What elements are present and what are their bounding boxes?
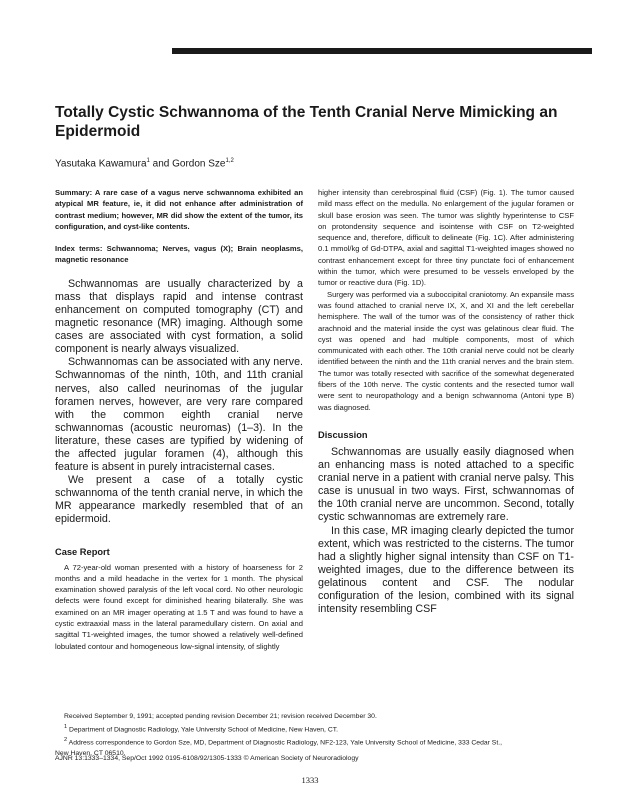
footnote-mark: 2: [64, 737, 68, 744]
summary-abstract: Summary: A rare case of a vagus nerve schwannoma exhibited an atypical MR feature, ie, it did not enhance after administration of contrast medium; however, MR did show the extent of the tumor, its configuration, and cyst-like contents.: [55, 188, 303, 231]
author-line: [55, 158, 234, 169]
left-column: [55, 187, 303, 652]
received-dates: Received September 9, 1991; accepted pending revision December 21; revision received December 30.: [64, 713, 377, 720]
discussion-paragraph: Schwannomas are usually easily diagnosed when an enhancing mass is noted attached to a specific cranial nerve in a patient with cranial nerve palsy. This case is unusual in two ways. First, schwannomas of the 10th cranial nerve are uncommon. Second, totally cystic schwannomas are extremely rare.: [318, 445, 574, 524]
case-report-paragraph: A 72-year-old woman presented with a history of hoarseness for 2 months and a mild headache in the vertex for 1 month. The physical examination showed paralysis of the left vocal cord. No other neurologic defects were found except for diminished hearing bilaterally. She was examined on an MR imager operating at 1.5 T and was found to have a cystic extraaxial mass in the lateral paramedullary cistern. On axial and sagittal T1-weighted images, the tumor showed a relatively well-defined lobulated contour and homogeneous low-signal intensity, of slightly: [55, 562, 303, 651]
author-conjunction: and: [152, 158, 170, 170]
intro-paragraph: We present a case of a totally cystic schwannoma of the tenth cranial nerve, in which the MR appearance markedly resembled that of an epidermoid.: [55, 474, 303, 526]
article-title: Totally Cystic Schwannoma of the Tenth Cranial Nerve Mimicking an Epidermoid: [55, 104, 558, 140]
intro-paragraph: Schwannomas are usually characterized by a mass that displays rapid and intense contrast enhancement on computed tomography (CT) and magnetic resonance (MR) imaging. Although some cases are associated with cyst formation, a solid component is nearly always visualized.: [55, 277, 303, 356]
author-affiliation-mark: 1: [146, 158, 150, 164]
page-number: 1333: [301, 775, 319, 785]
footnotes: [55, 712, 575, 759]
surgery-paragraph: Surgery was performed via a suboccipital craniotomy. An expansile mass was found attached to cranial nerve IX, X, and XI and the left cerebellar hemisphere. The wall of the tumor was of the consistency of rather thick arachnoid and the material inside the cyst was gelatinous clear fluid. The cyst was opened and had multiple components, most of which communicated with each other. The 10th cranial nerve could not be clearly identified between the ninth and the 11th cranial nerves and the brain stem. The tumor was totally resected with sacrifice of the somewhat degenerated fibers of the 10th nerve. The cystic contents and the resected tumor wall were sent to neuropathology and a benign schwannoma (Antoni type B) was diagnosed.: [318, 289, 574, 412]
journal-citation: AJNR 13:1333–1334, Sep/Oct 1992 0195-6108/92/1305-1333 © American Society of Neuroradiology: [55, 755, 359, 762]
footnote-1: [55, 722, 575, 735]
intro-paragraph: Schwannomas can be associated with any nerve. Schwannomas of the ninth, 10th, and 11th cranial nerves, also called neurinomas of the jugular foramen nerves, however, are very rare compared with the common eighth cranial nerve schwannomas (acoustic neuromas) (1–3). In the literature, these cases are typified by widening of the affected jugular foramen (4), although this feature is absent in purely intracisternal cases.: [55, 356, 303, 474]
right-column: [318, 187, 574, 616]
header-rule: [172, 48, 592, 54]
footnote-mark: 1: [64, 724, 68, 730]
footnote-2: [55, 735, 575, 748]
footnote-2-continuation: New Haven, CT 06510.: [55, 749, 126, 757]
discussion-heading: Discussion: [318, 429, 368, 440]
author-name: Gordon Sze: [172, 158, 226, 170]
footnote-text: Department of Diagnostic Radiology, Yale University School of Medicine, New Haven, CT.: [69, 726, 339, 734]
author-name: Yasutaka Kawamura: [55, 158, 147, 170]
case-report-continuation: higher intensity than cerebrospinal fluid (CSF) (Fig. 1). The tumor caused mild mass effect on the medulla. No enlargement of the jugular foramen or skull base erosion was seen. The tumor was slightly hyperintense to CSF on protondensity sequence and isointense with CSF on T2-weighted sequence and, therefore, difficult to delineate (Fig. 1C). After administering 0.1 mmol/kg of Gd-DTPA, axial and sagittal T1-weighted images showed no contrast enhancement except for three tiny punctate foci of enhancement within the tumor, which were presumed to be vessels enveloped by the tumor or reactive dura (Fig. 1D).: [318, 188, 574, 288]
author-affiliation-mark: 1,2: [225, 158, 234, 164]
index-terms: Index terms: Schwannoma; Nerves, vagus (X); Brain neoplasms, magnetic resonance: [55, 244, 303, 265]
discussion-paragraph: In this case, MR imaging clearly depicted the tumor extent, which was restricted to the cisterns. The tumor had a slightly higher signal intensity than CSF on T1-weighted images, due to the difference between its gelatinous content and CSF. The nodular configuration of the lesion, combined with its signal intensity resembling CSF: [318, 524, 574, 616]
footnote-text: Address correspondence to Gordon Sze, MD, Department of Diagnostic Radiology, NF2-123, Yale University School of Medicine, 333 Cedar St.,: [68, 739, 502, 747]
case-report-heading: Case Report: [55, 546, 110, 557]
